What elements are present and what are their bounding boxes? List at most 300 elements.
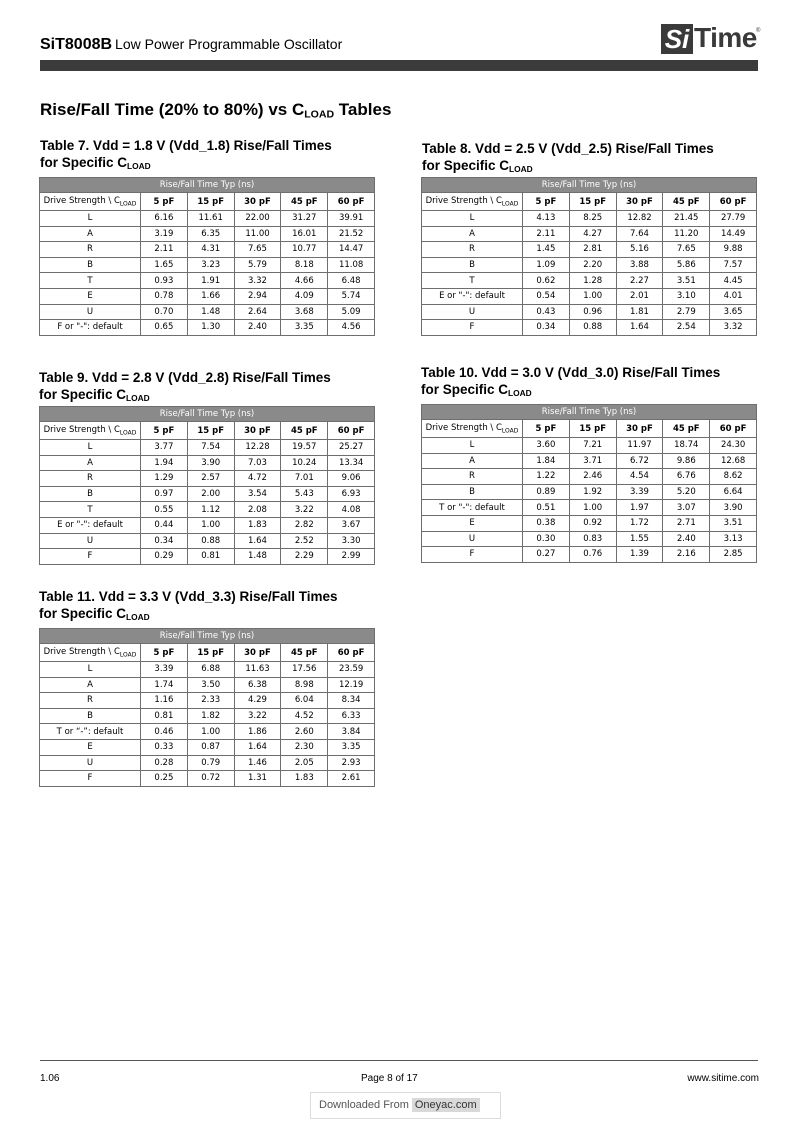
- value-cell: 18.74: [663, 438, 710, 454]
- value-cell: 0.89: [523, 484, 570, 500]
- table-7: [39, 177, 375, 336]
- load-column-header: 60 pF: [710, 420, 757, 438]
- caption-line-2: [39, 386, 331, 407]
- table-row: [40, 273, 375, 289]
- table-10: [421, 404, 757, 563]
- drive-strength-cell: L: [40, 662, 141, 678]
- caption-line-2: [422, 157, 714, 178]
- value-cell: 11.63: [234, 662, 281, 678]
- value-cell: 2.85: [710, 547, 757, 563]
- drive-strength-cell: R: [40, 471, 141, 487]
- value-cell: 0.51: [523, 500, 570, 516]
- drive-strength-sub: LOAD: [119, 429, 137, 437]
- value-cell: 7.64: [616, 226, 663, 242]
- caption-line-1: Table 7. Vdd = 1.8 V (Vdd_1.8) Rise/Fall Times: [40, 138, 332, 153]
- value-cell: 0.65: [141, 320, 188, 336]
- value-cell: 0.34: [141, 533, 188, 549]
- value-cell: 1.84: [523, 453, 570, 469]
- load-column-header: 60 pF: [328, 644, 375, 662]
- drive-strength-cell: L: [40, 440, 141, 456]
- drive-strength-cell: A: [40, 455, 141, 471]
- table-row: [40, 226, 375, 242]
- drive-strength-label: Drive Strength \ C: [43, 646, 120, 657]
- drive-strength-cell: B: [422, 257, 523, 273]
- value-cell: 2.40: [234, 320, 281, 336]
- value-cell: 1.48: [234, 549, 281, 565]
- load-column-header: 60 pF: [328, 193, 375, 211]
- value-cell: 1.45: [523, 242, 570, 258]
- value-cell: 2.93: [328, 755, 375, 771]
- value-cell: 11.20: [663, 226, 710, 242]
- drive-strength-cell: U: [40, 533, 141, 549]
- drive-strength-cell: T: [40, 273, 141, 289]
- value-cell: 0.76: [569, 547, 616, 563]
- drive-strength-header: [422, 420, 523, 438]
- value-cell: 31.27: [281, 211, 328, 227]
- drive-strength-sub: LOAD: [119, 651, 137, 659]
- table-band-header: Rise/Fall Time Typ (ns): [40, 178, 375, 193]
- value-cell: 1.30: [187, 320, 234, 336]
- caption-sub: LOAD: [126, 612, 150, 623]
- value-cell: 0.28: [141, 755, 188, 771]
- value-cell: 2.20: [569, 257, 616, 273]
- table-row: [422, 500, 757, 516]
- drive-strength-cell: R: [40, 693, 141, 709]
- value-cell: 4.56: [328, 320, 375, 336]
- load-column-header: 15 pF: [187, 193, 234, 211]
- value-cell: 2.00: [187, 486, 234, 502]
- drive-strength-cell: A: [422, 226, 523, 242]
- table-row: [40, 486, 375, 502]
- value-cell: 1.00: [569, 288, 616, 304]
- value-cell: 0.70: [141, 304, 188, 320]
- table-row: [40, 549, 375, 565]
- table-row: [40, 517, 375, 533]
- drive-strength-cell: E: [40, 288, 141, 304]
- footer-page-number: Page 8 of 17: [361, 1073, 418, 1084]
- drive-strength-cell: A: [422, 453, 523, 469]
- value-cell: 1.00: [187, 517, 234, 533]
- download-site[interactable]: Oneyac.com: [412, 1098, 480, 1112]
- load-column-header: 5 pF: [523, 420, 570, 438]
- value-cell: 3.35: [328, 739, 375, 755]
- value-cell: 6.48: [328, 273, 375, 289]
- table-row: [40, 724, 375, 740]
- value-cell: 2.94: [234, 288, 281, 304]
- value-cell: 2.16: [663, 547, 710, 563]
- table-row: [40, 771, 375, 787]
- document-title: [40, 36, 342, 54]
- load-column-header: 5 pF: [523, 193, 570, 211]
- value-cell: 6.64: [710, 484, 757, 500]
- load-column-header: 30 pF: [234, 422, 281, 440]
- value-cell: 11.08: [328, 257, 375, 273]
- value-cell: 3.65: [710, 304, 757, 320]
- value-cell: 3.88: [616, 257, 663, 273]
- value-cell: 1.00: [187, 724, 234, 740]
- value-cell: 7.54: [187, 440, 234, 456]
- table-row: [40, 502, 375, 518]
- value-cell: 4.72: [234, 471, 281, 487]
- value-cell: 3.30: [328, 533, 375, 549]
- table-row: [40, 320, 375, 336]
- value-cell: 8.18: [281, 257, 328, 273]
- value-cell: 2.11: [141, 242, 188, 258]
- drive-strength-cell: R: [40, 242, 141, 258]
- value-cell: 0.55: [141, 502, 188, 518]
- load-column-header: 60 pF: [710, 193, 757, 211]
- value-cell: 12.28: [234, 440, 281, 456]
- value-cell: 2.08: [234, 502, 281, 518]
- value-cell: 9.06: [328, 471, 375, 487]
- drive-strength-cell: T: [40, 502, 141, 518]
- table-row: [422, 257, 757, 273]
- value-cell: 4.13: [523, 211, 570, 227]
- value-cell: 1.64: [234, 739, 281, 755]
- value-cell: 7.21: [569, 438, 616, 454]
- table-row: [422, 273, 757, 289]
- table-row: [40, 708, 375, 724]
- value-cell: 16.01: [281, 226, 328, 242]
- caption-line-1: Table 11. Vdd = 3.3 V (Vdd_3.3) Rise/Fall Times: [39, 589, 338, 604]
- caption-line-2-text: for Specific C: [40, 155, 128, 170]
- table-row: [422, 484, 757, 500]
- table-10-caption: [421, 364, 720, 402]
- value-cell: 2.05: [281, 755, 328, 771]
- table-band-header: Rise/Fall Time Typ (ns): [40, 407, 375, 422]
- load-column-header: 5 pF: [141, 644, 188, 662]
- value-cell: 1.64: [616, 320, 663, 336]
- value-cell: 4.54: [616, 469, 663, 485]
- drive-strength-cell: T or “-”: default: [40, 724, 141, 740]
- section-title-sub: LOAD: [304, 108, 335, 121]
- drive-strength-cell: L: [422, 211, 523, 227]
- value-cell: 10.77: [281, 242, 328, 258]
- drive-strength-cell: B: [40, 708, 141, 724]
- value-cell: 2.46: [569, 469, 616, 485]
- drive-strength-label: Drive Strength \ C: [43, 424, 120, 435]
- value-cell: 3.90: [187, 455, 234, 471]
- value-cell: 21.45: [663, 211, 710, 227]
- table-row: [40, 533, 375, 549]
- value-cell: 0.72: [187, 771, 234, 787]
- value-cell: 4.45: [710, 273, 757, 289]
- value-cell: 1.97: [616, 500, 663, 516]
- value-cell: 6.72: [616, 453, 663, 469]
- table-row: [422, 288, 757, 304]
- footer-divider: [40, 1060, 758, 1061]
- value-cell: 0.83: [569, 531, 616, 547]
- value-cell: 7.57: [710, 257, 757, 273]
- value-cell: 2.82: [281, 517, 328, 533]
- download-text: Downloaded From: [319, 1099, 409, 1111]
- value-cell: 6.33: [328, 708, 375, 724]
- drive-strength-sub: LOAD: [119, 200, 137, 208]
- caption-line-2-text: for Specific C: [421, 382, 509, 397]
- value-cell: 0.46: [141, 724, 188, 740]
- load-column-header: 45 pF: [281, 644, 328, 662]
- value-cell: 3.22: [234, 708, 281, 724]
- value-cell: 6.93: [328, 486, 375, 502]
- table-row: [422, 242, 757, 258]
- drive-strength-cell: E or "-": default: [40, 517, 141, 533]
- value-cell: 3.32: [710, 320, 757, 336]
- value-cell: 1.39: [616, 547, 663, 563]
- value-cell: 3.07: [663, 500, 710, 516]
- drive-strength-cell: L: [422, 438, 523, 454]
- value-cell: 1.92: [569, 484, 616, 500]
- value-cell: 1.55: [616, 531, 663, 547]
- table-11: [39, 628, 375, 787]
- download-banner[interactable]: [310, 1092, 501, 1119]
- table-row: [40, 257, 375, 273]
- value-cell: 39.91: [328, 211, 375, 227]
- value-cell: 3.51: [710, 515, 757, 531]
- drive-strength-cell: U: [40, 304, 141, 320]
- value-cell: 0.29: [141, 549, 188, 565]
- table-row: [422, 320, 757, 336]
- drive-strength-label: Drive Strength \ C: [425, 195, 502, 206]
- value-cell: 7.01: [281, 471, 328, 487]
- table-row: [422, 211, 757, 227]
- caption-sub: LOAD: [127, 161, 151, 172]
- load-column-header: 60 pF: [328, 422, 375, 440]
- drive-strength-cell: U: [422, 531, 523, 547]
- value-cell: 3.39: [616, 484, 663, 500]
- value-cell: 1.81: [616, 304, 663, 320]
- load-column-header: 15 pF: [569, 420, 616, 438]
- value-cell: 1.91: [187, 273, 234, 289]
- load-column-header: 45 pF: [663, 193, 710, 211]
- drive-strength-header: [40, 644, 141, 662]
- drive-strength-cell: F: [422, 547, 523, 563]
- value-cell: 0.92: [569, 515, 616, 531]
- value-cell: 1.28: [569, 273, 616, 289]
- value-cell: 7.03: [234, 455, 281, 471]
- value-cell: 25.27: [328, 440, 375, 456]
- value-cell: 1.00: [569, 500, 616, 516]
- value-cell: 1.86: [234, 724, 281, 740]
- value-cell: 3.54: [234, 486, 281, 502]
- value-cell: 5.79: [234, 257, 281, 273]
- value-cell: 3.67: [328, 517, 375, 533]
- value-cell: 1.16: [141, 693, 188, 709]
- section-title-end: Tables: [334, 100, 392, 119]
- value-cell: 2.61: [328, 771, 375, 787]
- value-cell: 7.65: [234, 242, 281, 258]
- table-row: [40, 455, 375, 471]
- value-cell: 9.86: [663, 453, 710, 469]
- value-cell: 12.68: [710, 453, 757, 469]
- drive-strength-cell: U: [422, 304, 523, 320]
- value-cell: 0.81: [141, 708, 188, 724]
- drive-strength-header: [40, 193, 141, 211]
- table-band-header: Rise/Fall Time Typ (ns): [40, 629, 375, 644]
- value-cell: 0.44: [141, 517, 188, 533]
- drive-strength-cell: F: [422, 320, 523, 336]
- value-cell: 7.65: [663, 242, 710, 258]
- value-cell: 0.88: [569, 320, 616, 336]
- value-cell: 1.65: [141, 257, 188, 273]
- value-cell: 6.38: [234, 677, 281, 693]
- value-cell: 5.43: [281, 486, 328, 502]
- value-cell: 1.48: [187, 304, 234, 320]
- table-row: [40, 242, 375, 258]
- footer-revision: 1.06: [40, 1073, 60, 1084]
- drive-strength-sub: LOAD: [501, 200, 519, 208]
- caption-line-2: [39, 605, 338, 626]
- table-11-caption: [39, 588, 338, 626]
- load-column-header: 30 pF: [616, 193, 663, 211]
- value-cell: 5.16: [616, 242, 663, 258]
- value-cell: 0.62: [523, 273, 570, 289]
- value-cell: 3.71: [569, 453, 616, 469]
- value-cell: 3.32: [234, 273, 281, 289]
- value-cell: 0.27: [523, 547, 570, 563]
- value-cell: 1.31: [234, 771, 281, 787]
- load-column-header: 45 pF: [281, 193, 328, 211]
- caption-sub: LOAD: [508, 388, 532, 399]
- drive-strength-cell: F: [40, 549, 141, 565]
- table-row: [40, 677, 375, 693]
- value-cell: 27.79: [710, 211, 757, 227]
- value-cell: 0.30: [523, 531, 570, 547]
- value-cell: 1.83: [281, 771, 328, 787]
- load-column-header: 30 pF: [234, 193, 281, 211]
- caption-line-1: Table 8. Vdd = 2.5 V (Vdd_2.5) Rise/Fall Times: [422, 141, 714, 156]
- value-cell: 23.59: [328, 662, 375, 678]
- value-cell: 3.39: [141, 662, 188, 678]
- table-row: [422, 531, 757, 547]
- value-cell: 1.29: [141, 471, 188, 487]
- table-8-caption: [422, 140, 714, 178]
- table-8: [421, 177, 757, 336]
- value-cell: 1.72: [616, 515, 663, 531]
- value-cell: 6.88: [187, 662, 234, 678]
- table-row: [40, 211, 375, 227]
- table-row: [422, 469, 757, 485]
- value-cell: 4.08: [328, 502, 375, 518]
- footer-url[interactable]: www.sitime.com: [687, 1073, 759, 1084]
- load-column-header: 5 pF: [141, 193, 188, 211]
- value-cell: 2.01: [616, 288, 663, 304]
- drive-strength-cell: T: [422, 273, 523, 289]
- value-cell: 3.10: [663, 288, 710, 304]
- value-cell: 3.19: [141, 226, 188, 242]
- load-column-header: 5 pF: [141, 422, 188, 440]
- value-cell: 0.87: [187, 739, 234, 755]
- caption-line-2-text: for Specific C: [422, 158, 510, 173]
- drive-strength-cell: R: [422, 469, 523, 485]
- value-cell: 14.47: [328, 242, 375, 258]
- sitime-logo: [661, 22, 761, 56]
- caption-line-2-text: for Specific C: [39, 606, 127, 621]
- value-cell: 3.60: [523, 438, 570, 454]
- value-cell: 1.12: [187, 502, 234, 518]
- value-cell: 10.24: [281, 455, 328, 471]
- table-row: [40, 755, 375, 771]
- caption-sub: LOAD: [509, 164, 533, 175]
- value-cell: 6.35: [187, 226, 234, 242]
- value-cell: 4.31: [187, 242, 234, 258]
- value-cell: 2.79: [663, 304, 710, 320]
- value-cell: 21.52: [328, 226, 375, 242]
- value-cell: 0.25: [141, 771, 188, 787]
- value-cell: 12.82: [616, 211, 663, 227]
- table-row: [422, 515, 757, 531]
- load-column-header: 45 pF: [663, 420, 710, 438]
- value-cell: 4.29: [234, 693, 281, 709]
- drive-strength-cell: A: [40, 226, 141, 242]
- drive-strength-cell: E: [40, 739, 141, 755]
- drive-strength-sub: LOAD: [501, 427, 519, 435]
- value-cell: 0.78: [141, 288, 188, 304]
- value-cell: 14.49: [710, 226, 757, 242]
- value-cell: 0.97: [141, 486, 188, 502]
- drive-strength-cell: R: [422, 242, 523, 258]
- section-title-main: Rise/Fall Time (20% to 80%) vs C: [40, 100, 305, 119]
- drive-strength-cell: U: [40, 755, 141, 771]
- value-cell: 3.22: [281, 502, 328, 518]
- value-cell: 0.93: [141, 273, 188, 289]
- value-cell: 2.29: [281, 549, 328, 565]
- value-cell: 12.19: [328, 677, 375, 693]
- value-cell: 4.52: [281, 708, 328, 724]
- drive-strength-label: Drive Strength \ C: [425, 422, 502, 433]
- header-bar: [40, 60, 758, 71]
- value-cell: 1.74: [141, 677, 188, 693]
- value-cell: 3.68: [281, 304, 328, 320]
- table-9-caption: [39, 369, 331, 407]
- caption-line-1: Table 9. Vdd = 2.8 V (Vdd_2.8) Rise/Fall Times: [39, 370, 331, 385]
- value-cell: 11.61: [187, 211, 234, 227]
- value-cell: 2.71: [663, 515, 710, 531]
- caption-line-2: [421, 381, 720, 402]
- drive-strength-cell: B: [422, 484, 523, 500]
- value-cell: 9.88: [710, 242, 757, 258]
- value-cell: 1.22: [523, 469, 570, 485]
- value-cell: 4.66: [281, 273, 328, 289]
- caption-line-2: [40, 154, 332, 175]
- table-9: [39, 406, 375, 565]
- value-cell: 2.99: [328, 549, 375, 565]
- logo-box: Si: [661, 24, 693, 54]
- drive-strength-cell: B: [40, 257, 141, 273]
- value-cell: 13.34: [328, 455, 375, 471]
- load-column-header: 45 pF: [281, 422, 328, 440]
- value-cell: 0.88: [187, 533, 234, 549]
- value-cell: 6.04: [281, 693, 328, 709]
- value-cell: 5.20: [663, 484, 710, 500]
- value-cell: 4.01: [710, 288, 757, 304]
- table-row: [40, 739, 375, 755]
- table-row: [40, 662, 375, 678]
- table-row: [40, 304, 375, 320]
- logo-text: Time: [694, 22, 757, 53]
- value-cell: 3.50: [187, 677, 234, 693]
- value-cell: 1.46: [234, 755, 281, 771]
- value-cell: 8.62: [710, 469, 757, 485]
- value-cell: 1.66: [187, 288, 234, 304]
- value-cell: 3.13: [710, 531, 757, 547]
- value-cell: 2.57: [187, 471, 234, 487]
- table-band-header: Rise/Fall Time Typ (ns): [422, 405, 757, 420]
- load-column-header: 30 pF: [616, 420, 663, 438]
- value-cell: 0.33: [141, 739, 188, 755]
- value-cell: 2.52: [281, 533, 328, 549]
- value-cell: 11.00: [234, 226, 281, 242]
- value-cell: 2.27: [616, 273, 663, 289]
